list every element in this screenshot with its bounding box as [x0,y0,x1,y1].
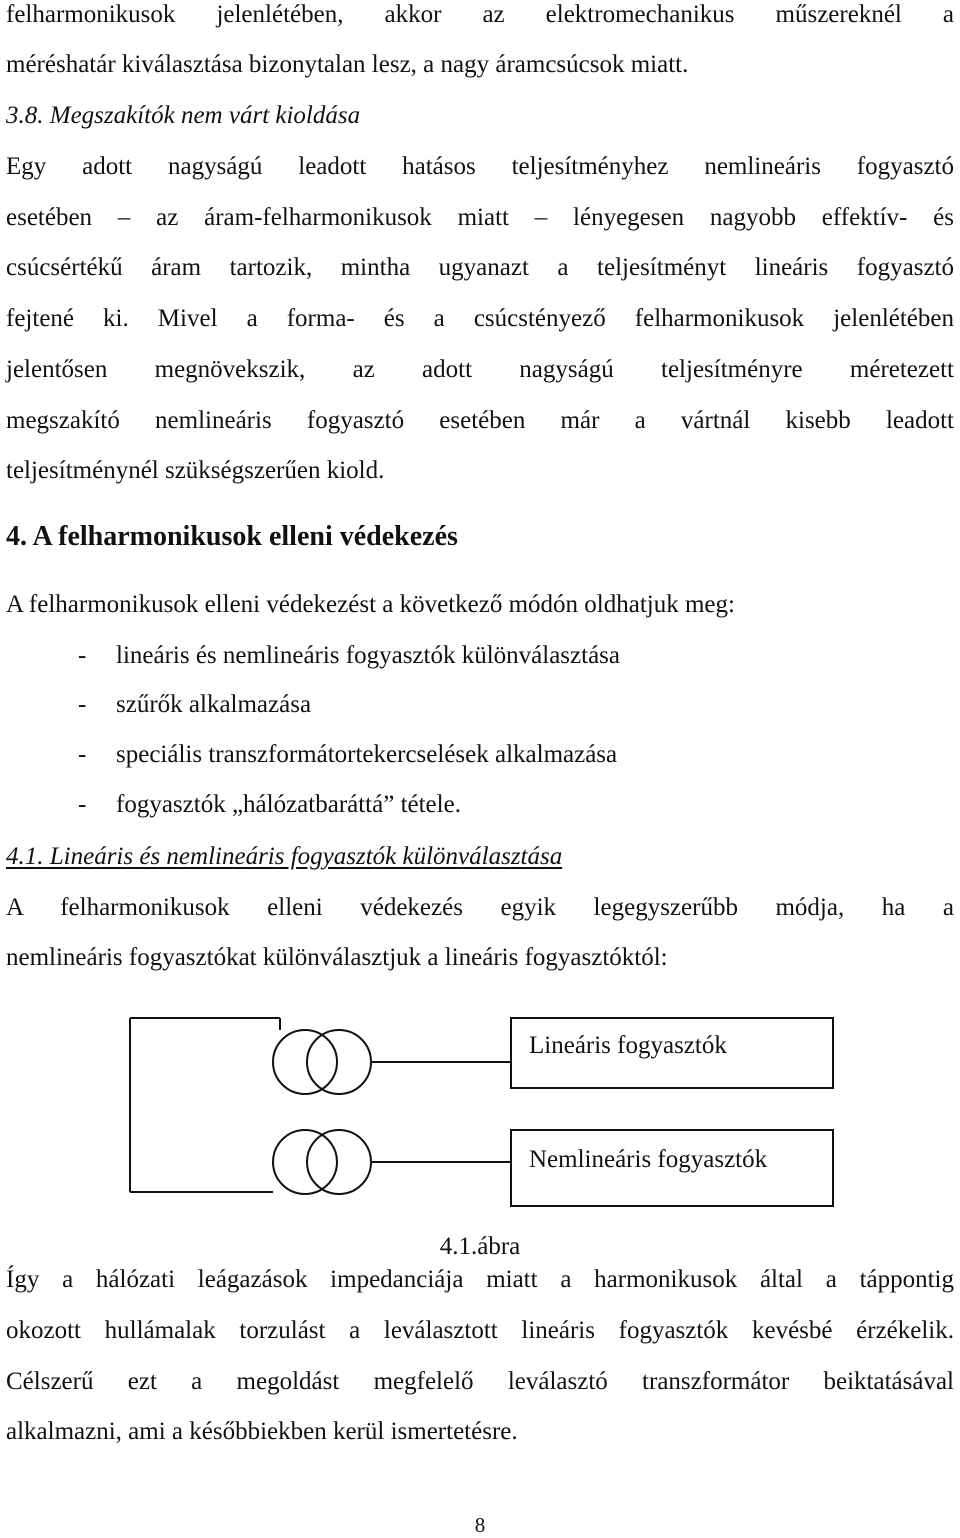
figure-caption: 4.1.ábra [439,1233,521,1260]
list-dash: - [78,791,87,818]
page-number: 8 [474,1513,486,1537]
paragraph-line: jelentősen megnövekszik, az adott nagyságú teljesítményre méretezett [6,356,954,383]
section-4-intro: A felharmonikusok elleni védekezést a következő módón oldhatjuk meg: [6,591,735,618]
paragraph-line: A felharmonikusok elleni védekezés egyik legegyszerűbb módja, ha a [6,894,954,921]
paragraph-line: Célszerű ezt a megoldást megfelelő leválasztó transzformátor beiktatásával [6,1368,954,1395]
transformer-coil-icon [307,1130,371,1194]
paragraph-line: felharmonikusok jelenlétében, akkor az elektromechanikus műszereknél a [6,1,954,28]
list-item-text: lineáris és nemlineáris fogyasztók különválasztása [116,642,621,669]
list-dash: - [78,691,87,718]
list-item-text: szűrők alkalmazása [116,691,312,718]
box-linear-loads-label: Lineáris fogyasztók [529,1032,727,1059]
paragraph-line: esetében – az áram-felharmonikusok miatt – lényegesen nagyobb effektív- és [6,204,954,231]
list-item-text: speciális transzformátortekercselések alkalmazása [116,741,618,768]
section-heading-4: 4. A felharmonikusok elleni védekezés [6,521,458,552]
paragraph-line: megszakító nemlineáris fogyasztó esetében már a vártnál kisebb leadott [6,407,954,434]
list-item [78,641,620,671]
list-item-text: fogyasztók „hálózatbaráttá” tétele. [116,791,461,818]
paragraph-line: alkalmazni, ami a későbbiekben kerül ismertetésre. [6,1418,518,1445]
paragraph-line: méréshatár kiválasztása bizonytalan lesz, a nagy áramcsúcsok miatt. [6,51,689,78]
list-dash: - [78,741,87,768]
box-nonlinear-loads-label: Nemlineáris fogyasztók [529,1146,768,1173]
separation-diagram [128,1012,838,1212]
paragraph-line: fejtené ki. Mivel a forma- és a csúcstényező felharmonikusok jelenlétében [6,305,954,332]
list-dash: - [78,642,87,669]
list-item [78,790,461,820]
list-item [78,740,617,770]
paragraph-line: Egy adott nagyságú leadott hatásos teljesítményhez nemlineáris fogyasztó [6,153,954,180]
section-title-4-1-text: 4.1. Lineáris és nemlineáris fogyasztók különválasztása [6,843,563,870]
transformer-coil-icon [273,1030,337,1094]
transformer-coil-icon [307,1030,371,1094]
paragraph-line: nemlineáris fogyasztókat különválasztjuk a lineáris fogyasztóktól: [6,944,668,971]
list-item [78,690,311,720]
section-title-4-1 [6,842,954,872]
paragraph-line: csúcsértékű áram tartozik, mintha ugyanazt a teljesítményt lineáris fogyasztó [6,254,954,281]
paragraph-line: teljesítménynél szükségszerűen kiold. [6,457,385,484]
section-title-3-8: 3.8. Megszakítók nem várt kioldása [6,102,361,129]
paragraph-line: Így a hálózati leágazások impedanciája miatt a harmonikusok által a táppontig [6,1266,954,1293]
paragraph-line: okozott hullámalak torzulást a leválasztott lineáris fogyasztók kevésbé érzékelik. [6,1317,954,1344]
transformer-coil-icon [273,1130,337,1194]
